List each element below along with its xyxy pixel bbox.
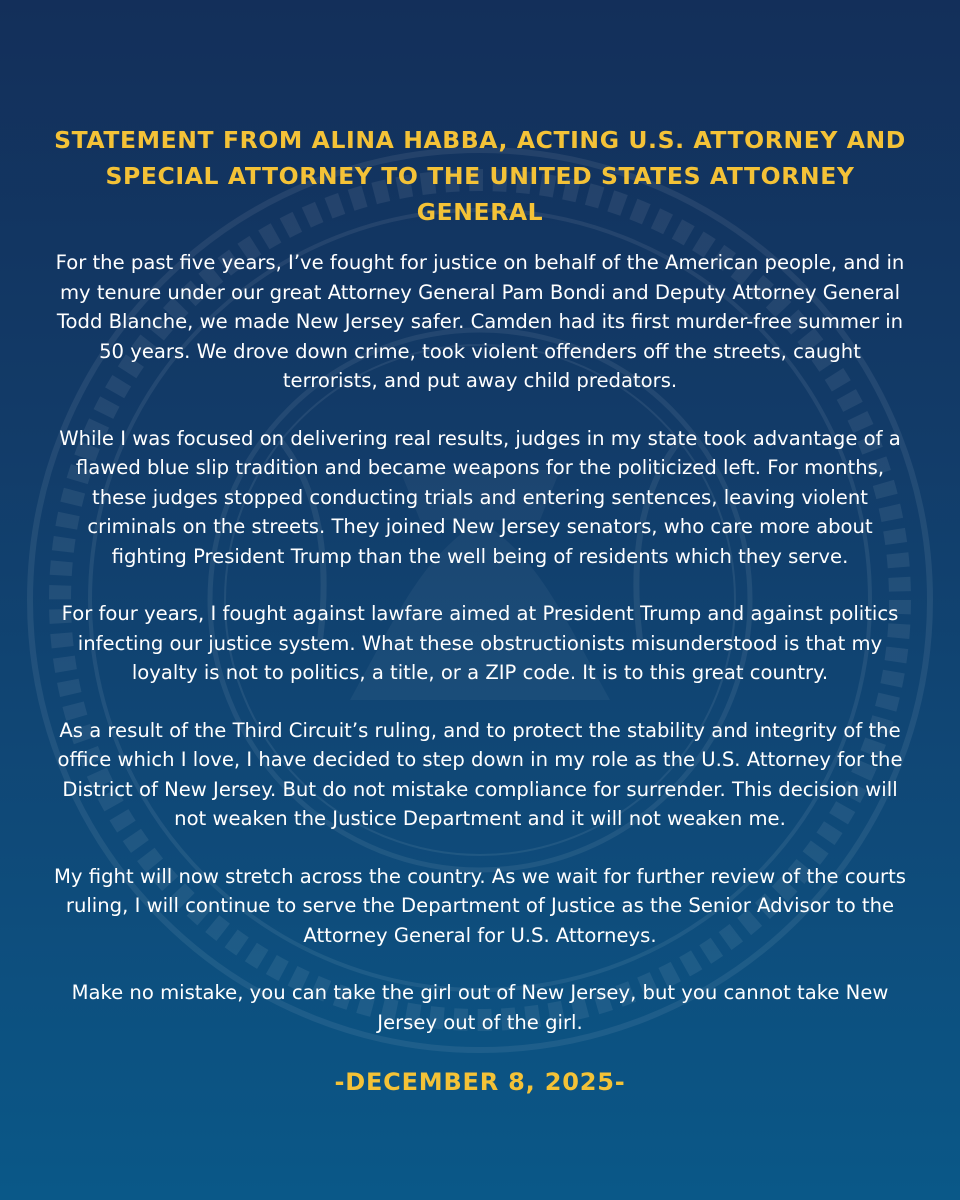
statement-paragraph: As a result of the Third Circuit’s ruling, and to protect the stability and integrity of the office which I love, I have decided to step down in my role as the U.S. Attorney for the District of New Jersey. But do not mistake compliance for surrender. This decision will not weaken the Justice Department and it will not weaken me. [57,718,903,830]
statement-paragraph: For four years, I fought against lawfare aimed at President Trump and against politics infecting our justice system. What these obstructionists misunderstood is that my loyalty is not to politics, a title, or a ZIP code. It is to this great country. [61,602,899,684]
statement-date: -DECEMBER 8, 2025- [334,1068,626,1096]
statement-paragraph: Make no mistake, you can take the girl out of New Jersey, but you cannot take New Jersey out of the girl. [71,981,889,1034]
statement-paragraph: While I was focused on delivering real results, judges in my state took advantage of a flawed blue slip tradition and became weapons for the politicized left. For months, these judges stopped conducting trials and entering sentences, leaving violent criminals on the streets. They joined New Jersey senators, who care more about fighting President Trump than the well being of residents which they serve. [59,426,901,568]
statement-paragraph: For the past five years, I’ve fought for justice on behalf of the American people, and in my tenure under our great Attorney General Pam Bondi and Deputy Attorney General Todd Blanche, we made New Jersey safer. Camden had its first murder-free summer in 50 years. We drove down crime, took violent offenders off the streets, caught terrorists, and put away child predators. [55,251,905,392]
statement-headline: STATEMENT FROM ALINA HABBA, ACTING U.S. ATTORNEY AND SPECIAL ATTORNEY TO THE UNITED STATES ATTORNEY GENERAL [54,126,906,226]
statement-paragraph: My fight will now stretch across the country. As we wait for further review of the courts ruling, I will continue to serve the Department of Justice as the Senior Advisor to the Attorney General for U.S. Attorneys. [54,864,906,947]
